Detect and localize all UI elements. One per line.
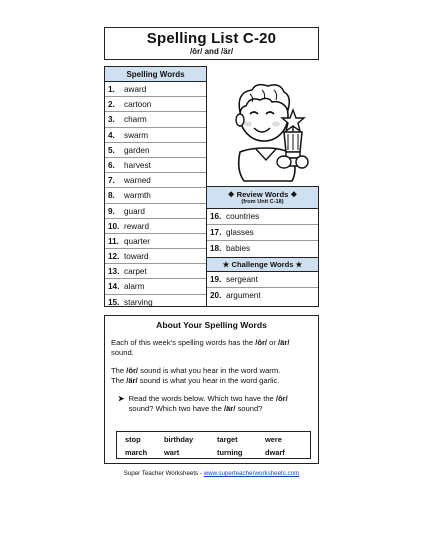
word-row	[207, 272, 318, 288]
word-number: 14.	[108, 282, 120, 292]
word-sort-table	[116, 431, 311, 459]
word-text: sergeant	[226, 275, 258, 284]
word-row	[105, 143, 206, 158]
word-text: garden	[124, 145, 150, 155]
word-text: warmth	[124, 191, 151, 201]
about-paragraph-2: The /ôr/ sound is what you hear in the word warm.	[111, 366, 281, 375]
word-number: 6.	[108, 160, 115, 170]
word-text: toward	[124, 252, 149, 262]
word-text: warned	[124, 176, 151, 186]
word-number: 3.	[108, 115, 115, 125]
word-row	[105, 249, 206, 264]
word-number: 10.	[108, 221, 120, 231]
about-paragraph-3: The /är/ sound is what you hear in the word garlic.	[111, 376, 280, 385]
word-text: swarm	[124, 130, 149, 140]
footer	[104, 470, 319, 477]
sort-word: birthday	[164, 435, 194, 444]
boy-with-trophy-illustration	[222, 82, 316, 182]
word-number: 1.	[108, 85, 115, 94]
page-subtitle: /ôr/ and /är/	[189, 47, 234, 56]
review-words-title: ❖ Review Words ❖	[227, 190, 298, 199]
word-row	[105, 82, 206, 97]
word-row	[207, 288, 318, 304]
word-number: 19.	[210, 275, 222, 284]
word-row	[105, 279, 206, 294]
challenge-words-header: ★ Challenge Words ★	[207, 257, 318, 272]
word-row	[105, 128, 206, 143]
sort-word: turning	[217, 448, 243, 457]
word-row	[105, 158, 206, 173]
word-text: charm	[124, 115, 147, 125]
word-text: countries	[226, 212, 260, 221]
word-row	[105, 219, 206, 234]
word-row	[105, 112, 206, 127]
sort-word: march	[125, 448, 148, 457]
sort-word: target	[217, 435, 238, 444]
sort-word: wart	[164, 448, 180, 457]
word-number: 12.	[108, 252, 120, 262]
word-text: carpet	[124, 267, 147, 277]
word-number: 2.	[108, 100, 115, 110]
spelling-words-header: Spelling Words	[105, 67, 206, 82]
page-title: Spelling List C-20	[146, 30, 277, 47]
word-number: 15.	[108, 297, 120, 307]
word-text: starving	[124, 297, 153, 307]
word-text: guard	[124, 206, 145, 216]
word-text: harvest	[124, 160, 151, 170]
about-instruction: ➤ Read the words below. Which two have the /ôr/ sound? Which two have the /är/ sound?	[118, 394, 288, 413]
word-row	[105, 295, 206, 310]
word-row	[105, 173, 206, 188]
word-number: 4.	[108, 130, 115, 140]
word-text: reward	[124, 221, 150, 231]
about-title: About Your Spelling Words	[156, 320, 267, 330]
footer-link[interactable]: www.superteacherworksheets.com	[203, 470, 300, 477]
review-words-list	[207, 209, 318, 257]
sort-word: stop	[125, 435, 141, 444]
word-number: 17.	[210, 228, 222, 237]
about-box	[104, 315, 319, 464]
about-paragraph-1: Each of this week’s spelling words has the /ôr/ or /är/ sound.	[111, 338, 290, 357]
sort-word: dwarf	[265, 448, 285, 457]
word-number: 11.	[108, 236, 119, 246]
word-number: 7.	[108, 176, 115, 186]
review-words-source: (from Unit C-18)	[241, 199, 284, 205]
arrow-icon: ➤	[118, 394, 125, 403]
word-number: 20.	[210, 291, 222, 300]
word-number: 8.	[108, 191, 115, 201]
word-number: 16.	[210, 212, 222, 221]
sort-word: were	[265, 435, 282, 444]
word-row	[207, 209, 318, 225]
word-text: alarm	[124, 282, 145, 292]
word-row	[105, 234, 206, 249]
word-text: award	[124, 85, 147, 94]
word-row	[105, 188, 206, 203]
title-box	[104, 27, 319, 60]
footer-text: Super Teacher Worksheets -	[123, 470, 204, 477]
spelling-words-box	[104, 66, 207, 307]
review-words-header	[207, 187, 318, 209]
word-number: 5.	[108, 145, 115, 155]
word-number: 13.	[108, 267, 120, 277]
word-row	[105, 204, 206, 219]
word-text: quarter	[124, 236, 150, 246]
word-row	[207, 225, 318, 241]
word-number: 9.	[108, 206, 115, 216]
word-row	[207, 241, 318, 257]
spelling-words-list	[105, 82, 206, 310]
challenge-words-list	[207, 272, 318, 304]
word-text: glasses	[226, 228, 254, 237]
word-row	[105, 264, 206, 279]
review-challenge-box	[206, 186, 319, 307]
word-row	[105, 97, 206, 112]
word-number: 18.	[210, 244, 222, 253]
word-text: cartoon	[124, 100, 152, 110]
word-text: babies	[226, 244, 251, 253]
word-text: argument	[226, 291, 261, 300]
